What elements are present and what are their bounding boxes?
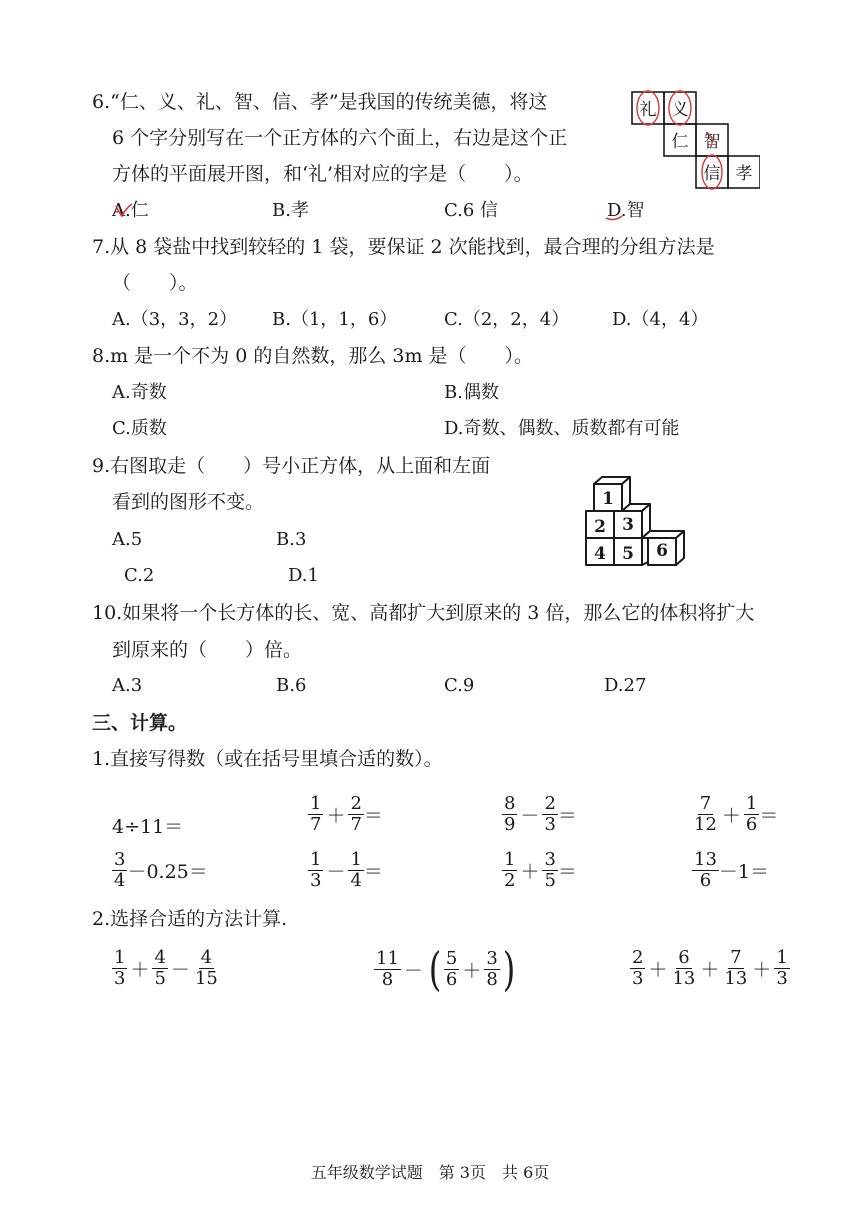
method-expr-3: $\frac{2}{3}$ ＋ $\frac{6}{13}$ ＋ $\frac{7}{13}$ ＋ $\frac{1}{3}$ (632, 947, 788, 989)
check-mark (100, 198, 160, 228)
q9-line1: 9.右图取走（ ）号小正方体，从上面和左面 (92, 455, 491, 477)
q9-option-d: D.1 (288, 565, 319, 586)
q6-option-a: A.仁 (112, 200, 149, 221)
q7-option-b: B.（1，1，6） (272, 309, 398, 330)
q9-line2: 看到的图形不变。 (112, 491, 265, 513)
cube-label-4: 4 (594, 544, 606, 564)
q10-line1: 10.如果将一个长方体的长、宽、高都扩大到原来的 3 倍，那么它的体积将扩大 (92, 602, 755, 624)
q7-option-c: C.（2，2，4） (444, 309, 570, 330)
cube-label-2: 2 (594, 517, 606, 537)
q9-option-a: A.5 (112, 529, 143, 550)
page-footer: 五年级数学试题 第 3页 共 6页 (310, 1163, 550, 1182)
q6-line1: 6.“仁、义、礼、智、信、孝”是我国的传统美德，将这 (92, 91, 548, 113)
q8-line1: 8.m 是一个不为 0 的自然数，那么 3m 是（ ）。 (92, 345, 534, 367)
net-face-6: 孝 (735, 164, 753, 184)
net-face-2: 义 (671, 100, 689, 120)
q7-line1: 7.从 8 袋盐中找到较轻的 1 袋，要保证 2 次能找到，最合理的分组方法是 (92, 236, 715, 258)
q10-option-b: B.6 (276, 675, 307, 696)
method-expr-1: $\frac{1}{3}$ ＋ $\frac{4}{5}$ － $\frac{4}{15}$ (114, 947, 218, 989)
calc-expr-7: $\frac{1}{2}$ ＋ $\frac{3}{5}$ ＝ (504, 849, 577, 891)
net-face-5: 信 (703, 164, 721, 184)
section-title: 三、计算。 (92, 712, 188, 734)
net-face-1: 礼 (639, 100, 657, 120)
q8-option-c: C.质数 (112, 418, 167, 439)
q10-line2: 到原来的（ ）倍。 (112, 639, 303, 661)
q7-option-a: A.（3，3，2） (112, 309, 238, 330)
q8-option-a: A.奇数 (112, 382, 167, 403)
q6-option-b: B.孝 (272, 200, 309, 221)
q7-option-d: D.（4，4） (612, 309, 709, 330)
calc-expr-3: $\frac{8}{9}$ － $\frac{2}{3}$ ＝ (504, 793, 577, 835)
cube-label-3: 3 (622, 515, 634, 535)
q9-option-b: B.3 (276, 529, 307, 550)
q10-option-a: A.3 (112, 675, 143, 696)
section-sub1: 1.直接写得数（或在括号里填合适的数）。 (92, 748, 443, 770)
q6-line3: 方体的平面展开图，和‘礼’相对应的字是（ ）。 (112, 163, 533, 185)
cube-net-diagram (626, 88, 760, 198)
cube-label-6: 6 (656, 541, 668, 561)
q8-option-d: D.奇数、偶数、质数都有可能 (444, 418, 680, 439)
calc-expr-6: $\frac{1}{3}$ － $\frac{1}{4}$ ＝ (310, 849, 383, 891)
q6-option-d: D.智 (607, 200, 645, 221)
cube-label-5: 5 (622, 544, 634, 564)
calc-expr-1-text: 4÷11＝ (112, 816, 184, 838)
q10-option-c: C.9 (444, 675, 475, 696)
q6-option-c: C.6 信 (444, 200, 499, 221)
q9-option-c: C.2 (124, 565, 155, 586)
q10-option-d: D.27 (604, 675, 647, 696)
calc-expr-8: $\frac{13}{6}$ －1＝ (694, 849, 769, 891)
q6-line2: 6 个字分别写在一个正方体的六个面上，右边是这个正 (112, 127, 568, 149)
underline-mark (602, 212, 632, 224)
q8-option-b: B.偶数 (444, 382, 499, 403)
section-sub2: 2.选择合适的方法计算. (92, 908, 288, 930)
q7-line2: （ ）。 (112, 272, 198, 294)
calc-expr-1 (112, 812, 183, 839)
calc-expr-4: $\frac{7}{12}$ ＋ $\frac{1}{6}$ ＝ (694, 793, 779, 835)
net-face-3: 仁 (671, 132, 689, 152)
calc-expr-5: $\frac{3}{4}$ －0.25＝ (114, 849, 208, 891)
net-face-4: 智 (703, 132, 721, 152)
calc-expr-2: $\frac{1}{7}$ ＋ $\frac{2}{7}$ ＝ (310, 793, 383, 835)
cube-label-1: 1 (602, 489, 614, 509)
cube-stack-diagram (580, 474, 692, 578)
method-expr-2: $\frac{11}{8}$ － ( $\frac{5}{6}$ ＋ $\frac{3}{8}$ ) (376, 942, 516, 996)
